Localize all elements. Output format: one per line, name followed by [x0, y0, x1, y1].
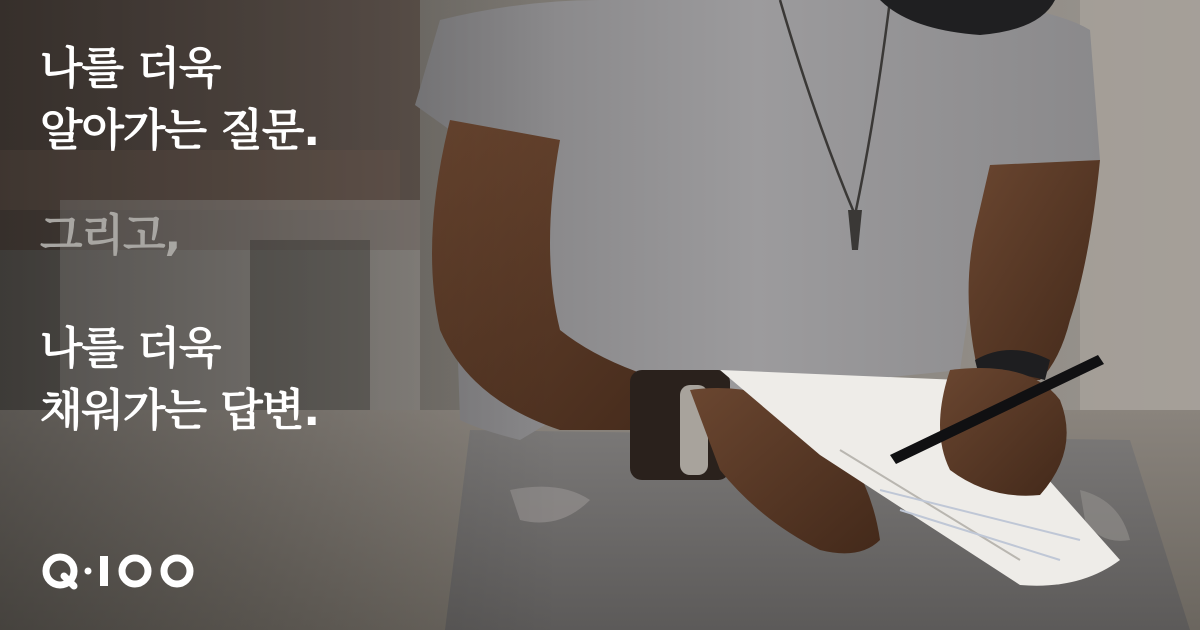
connector-line: 그리고, — [40, 210, 181, 261]
q100-logo-mark — [40, 546, 200, 596]
headline-top-line-2: 알아가는 질문. — [40, 105, 320, 156]
headline-bottom-line-1: 나를 더욱 — [40, 323, 221, 374]
headline-top — [40, 38, 319, 162]
connector-text — [40, 205, 180, 267]
headline-bottom-line-2: 채워가는 답변. — [40, 385, 320, 436]
brand-logo — [40, 546, 200, 596]
headline-top-line-1: 나를 더욱 — [40, 43, 221, 94]
headline-bottom — [40, 318, 319, 442]
